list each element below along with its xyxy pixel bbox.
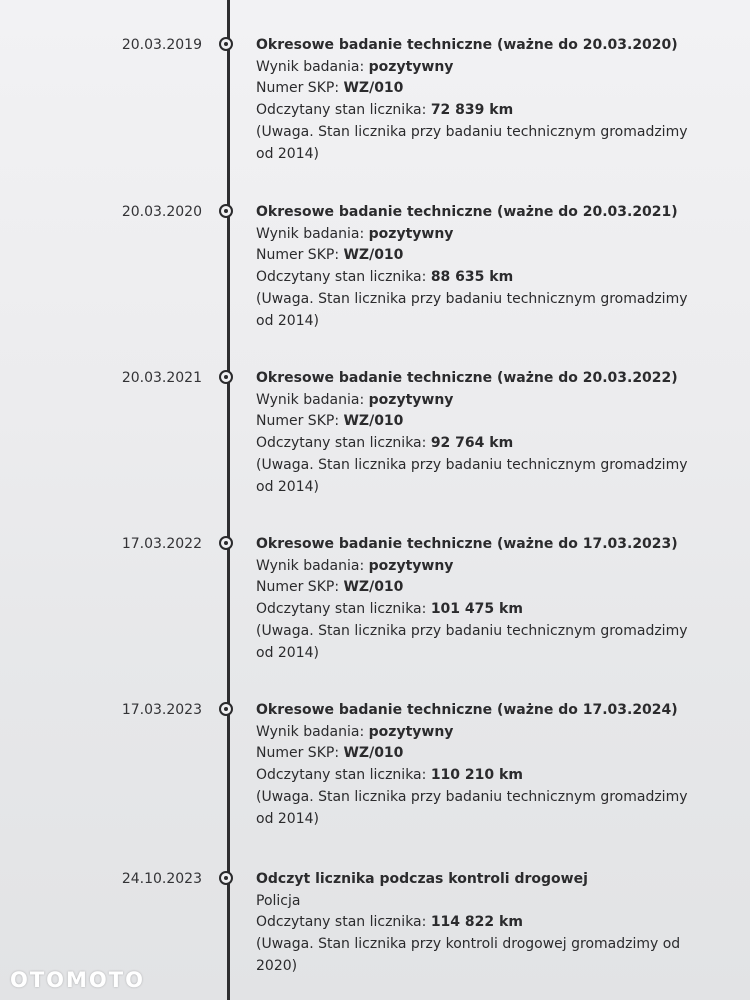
skp-value: WZ/010 — [343, 413, 404, 430]
entry-content — [256, 700, 726, 830]
result-value: pozytywny — [368, 557, 454, 574]
entry-title: Okresowe badanie techniczne (ważne do 20.03.2020) — [256, 37, 678, 53]
result-label: Wynik badania: — [256, 391, 365, 408]
skp-row — [256, 577, 726, 599]
result-row — [256, 722, 726, 744]
timeline-line — [227, 0, 230, 1000]
odometer-row — [256, 100, 726, 122]
skp-value: WZ/010 — [343, 80, 404, 97]
odometer-label: Odczytany stan licznika: — [256, 435, 427, 452]
odometer-label: Odczytany stan licznika: — [256, 914, 427, 931]
odometer-value: 92 764 km — [430, 435, 514, 452]
odometer-label: Odczytany stan licznika: — [256, 269, 427, 286]
result-label: Wynik badania: — [256, 723, 365, 740]
skp-row — [256, 245, 726, 267]
entry-title: Odczyt licznika podczas kontroli drogowej — [256, 871, 588, 887]
skp-value: WZ/010 — [343, 745, 404, 762]
result-row — [256, 556, 726, 578]
skp-label: Numer SKP: — [256, 579, 340, 596]
timeline-marker-icon — [219, 536, 233, 550]
odometer-row — [256, 267, 726, 289]
entry-content — [256, 35, 726, 165]
entry-note: (Uwaga. Stan licznika przy badaniu technicznym gromadzimy od 2014) — [256, 123, 688, 162]
odometer-row — [256, 912, 726, 934]
entry-title: Okresowe badanie techniczne (ważne do 17.03.2023) — [256, 536, 678, 552]
odometer-row — [256, 765, 726, 787]
odometer-value: 72 839 km — [430, 102, 514, 119]
odometer-value: 101 475 km — [430, 601, 523, 618]
authority-row: Policja — [256, 892, 301, 909]
timeline-marker-icon — [219, 37, 233, 51]
entry-content — [256, 368, 726, 498]
odometer-value: 110 210 km — [430, 767, 523, 784]
odometer-value: 114 822 km — [430, 914, 523, 931]
entry-note: (Uwaga. Stan licznika przy badaniu technicznym gromadzimy od 2014) — [256, 456, 688, 495]
skp-row — [256, 743, 726, 765]
entry-date: 20.03.2020 — [121, 204, 202, 220]
skp-value: WZ/010 — [343, 579, 404, 596]
entry-note: (Uwaga. Stan licznika przy badaniu technicznym gromadzimy od 2014) — [256, 788, 688, 827]
entry-date: 20.03.2021 — [121, 370, 202, 386]
odometer-value: 88 635 km — [430, 269, 514, 286]
skp-label: Numer SKP: — [256, 80, 340, 97]
odometer-row — [256, 433, 726, 455]
entry-date: 20.03.2019 — [121, 37, 202, 53]
odometer-row — [256, 599, 726, 621]
skp-label: Numer SKP: — [256, 745, 340, 762]
odometer-label: Odczytany stan licznika: — [256, 102, 427, 119]
result-row — [256, 57, 726, 79]
entry-note: (Uwaga. Stan licznika przy badaniu technicznym gromadzimy od 2014) — [256, 622, 688, 661]
entry-date: 17.03.2022 — [121, 536, 202, 552]
result-label: Wynik badania: — [256, 557, 365, 574]
result-value: pozytywny — [368, 391, 454, 408]
result-value: pozytywny — [368, 58, 454, 75]
odometer-label: Odczytany stan licznika: — [256, 767, 427, 784]
entry-date: 17.03.2023 — [121, 702, 202, 718]
skp-row — [256, 78, 726, 100]
entry-content — [256, 202, 726, 332]
result-label: Wynik badania: — [256, 225, 365, 242]
result-row — [256, 224, 726, 246]
entry-content — [256, 534, 726, 664]
timeline-marker-icon — [219, 370, 233, 384]
odometer-label: Odczytany stan licznika: — [256, 601, 427, 618]
result-value: pozytywny — [368, 225, 454, 242]
timeline-marker-icon — [219, 702, 233, 716]
skp-label: Numer SKP: — [256, 413, 340, 430]
skp-label: Numer SKP: — [256, 247, 340, 264]
skp-row — [256, 411, 726, 433]
result-row — [256, 390, 726, 412]
entry-content — [256, 869, 726, 978]
entry-date: 24.10.2023 — [121, 871, 202, 887]
result-label: Wynik badania: — [256, 58, 365, 75]
timeline-marker-icon — [219, 204, 233, 218]
entry-title: Okresowe badanie techniczne (ważne do 17.03.2024) — [256, 702, 678, 718]
entry-title: Okresowe badanie techniczne (ważne do 20.03.2021) — [256, 204, 678, 220]
entry-note: (Uwaga. Stan licznika przy badaniu technicznym gromadzimy od 2014) — [256, 290, 688, 329]
skp-value: WZ/010 — [343, 247, 404, 264]
timeline-marker-icon — [219, 871, 233, 885]
result-value: pozytywny — [368, 723, 454, 740]
otomoto-watermark-logo: OTOMOTO — [10, 968, 145, 992]
entry-title: Okresowe badanie techniczne (ważne do 20.03.2022) — [256, 370, 678, 386]
entry-note: (Uwaga. Stan licznika przy kontroli drogowej gromadzimy od 2020) — [256, 936, 681, 974]
